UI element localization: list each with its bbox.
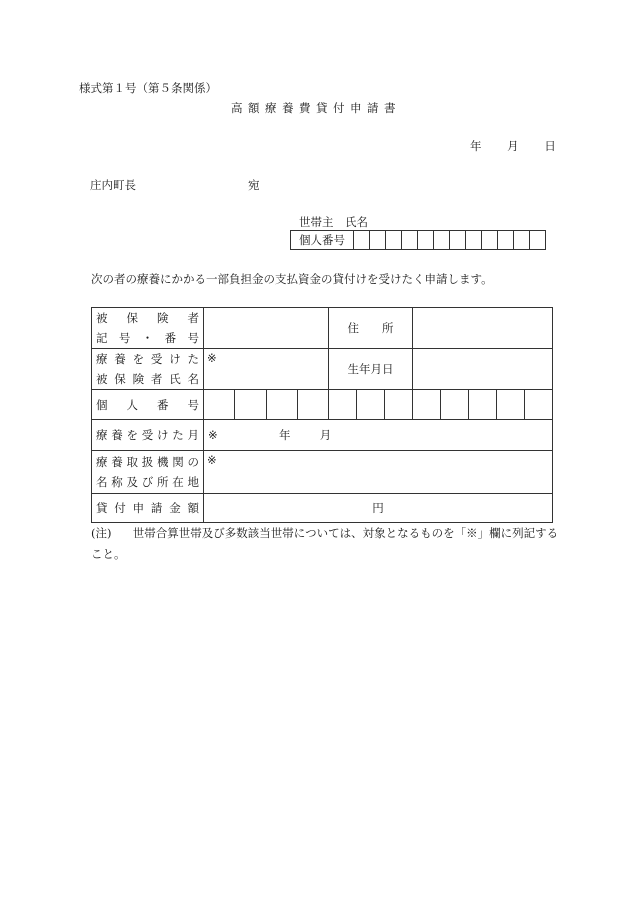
patient-mynumber-label: 個 人 番 号 bbox=[92, 390, 204, 420]
patient-mynumber-digit-box[interactable] bbox=[441, 390, 469, 420]
patient-mynumber-digit-box[interactable] bbox=[235, 390, 266, 420]
mynumber-digit-box[interactable] bbox=[386, 231, 402, 250]
date-year-label: 年 bbox=[470, 139, 482, 153]
application-date bbox=[470, 138, 556, 154]
patient-mynumber-digit-box[interactable] bbox=[297, 390, 328, 420]
mynumber-digit-box[interactable] bbox=[498, 231, 514, 250]
patient-mynumber-digit-box[interactable] bbox=[525, 390, 553, 420]
patient-name-label: 療養を受けた 被保険者氏名 bbox=[92, 349, 204, 390]
footnote bbox=[91, 523, 561, 565]
mynumber-digit-box[interactable] bbox=[434, 231, 450, 250]
facility-field[interactable]: ※ bbox=[204, 451, 553, 494]
mynumber-digit-box[interactable] bbox=[418, 231, 434, 250]
applicant-mynumber-table bbox=[290, 230, 546, 250]
loan-amount-unit: 円 bbox=[372, 501, 384, 515]
loan-amount-label: 貸付申請金額 bbox=[92, 494, 204, 523]
household-head-name-label: 世帯主 氏名 bbox=[299, 215, 368, 229]
patient-mynumber-digit-box[interactable] bbox=[357, 390, 385, 420]
addressee-honorific: 宛 bbox=[248, 178, 260, 192]
address-field[interactable] bbox=[413, 308, 553, 349]
applicant-mynumber-label: 個人番号 bbox=[291, 231, 354, 250]
insured-number-field[interactable] bbox=[204, 308, 329, 349]
intro-statement: 次の者の療養にかかる一部負担金の支払資金の貸付けを受けたく申請します。 bbox=[91, 272, 493, 286]
document-title: 高額療養費貸付申請書 bbox=[231, 101, 401, 115]
patient-mynumber-digit-box[interactable] bbox=[266, 390, 297, 420]
mynumber-digit-box[interactable] bbox=[466, 231, 482, 250]
mynumber-digit-box[interactable] bbox=[354, 231, 370, 250]
birthdate-label: 生年月日 bbox=[329, 349, 413, 390]
patient-mynumber-digit-box[interactable] bbox=[385, 390, 413, 420]
patient-mynumber-digit-box[interactable] bbox=[204, 390, 235, 420]
application-table bbox=[91, 307, 553, 523]
patient-mynumber-digit-box[interactable] bbox=[497, 390, 525, 420]
footnote-text: 世帯合算世帯及び多数該当世帯については、対象となるものを「※」欄に列記すること。 bbox=[91, 526, 559, 561]
mynumber-digit-box[interactable] bbox=[482, 231, 498, 250]
loan-amount-field[interactable] bbox=[204, 494, 553, 523]
date-day-label: 日 bbox=[544, 139, 556, 153]
date-month-label: 月 bbox=[507, 139, 519, 153]
mynumber-digit-box[interactable] bbox=[370, 231, 386, 250]
insured-number-label: 被 保 険 者 記号・番号 bbox=[92, 308, 204, 349]
patient-mynumber-digit-box[interactable] bbox=[413, 390, 441, 420]
treatment-month-year-unit: 年 bbox=[278, 428, 291, 442]
treatment-month-mark: ※ bbox=[208, 428, 218, 442]
patient-mynumber-digit-box[interactable] bbox=[469, 390, 497, 420]
footnote-prefix: (注) bbox=[91, 526, 112, 540]
treatment-month-label: 療養を受けた月 bbox=[92, 420, 204, 451]
patient-name-field[interactable]: ※ bbox=[204, 349, 329, 390]
mynumber-digit-box[interactable] bbox=[530, 231, 546, 250]
treatment-month-field[interactable] bbox=[204, 420, 553, 451]
mynumber-digit-box[interactable] bbox=[402, 231, 418, 250]
form-number: 様式第１号（第５条関係） bbox=[79, 81, 217, 95]
birthdate-field[interactable] bbox=[413, 349, 553, 390]
treatment-month-month-unit: 月 bbox=[319, 428, 332, 442]
mynumber-digit-box[interactable] bbox=[514, 231, 530, 250]
facility-label: 療養取扱機関の 名称及び所在地 bbox=[92, 451, 204, 494]
address-label: 住 所 bbox=[329, 308, 413, 349]
addressee: 庄内町長 bbox=[90, 178, 136, 192]
mynumber-digit-box[interactable] bbox=[450, 231, 466, 250]
patient-mynumber-digit-box[interactable] bbox=[329, 390, 357, 420]
